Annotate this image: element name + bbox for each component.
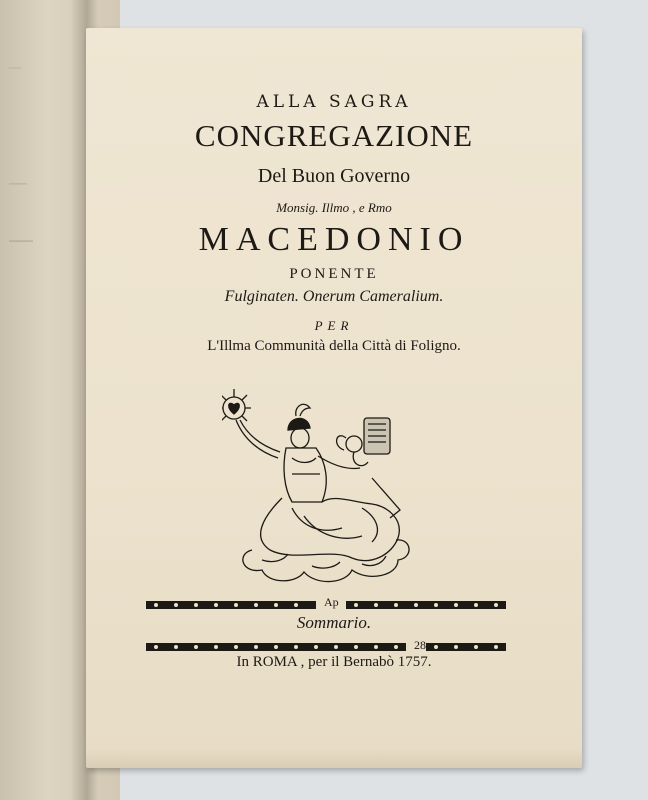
macedonio-name: MACEDONIO xyxy=(198,221,470,258)
woodcut-illustration xyxy=(222,378,432,588)
page-shadow xyxy=(86,748,582,768)
title-page xyxy=(86,28,582,768)
per-line: PER xyxy=(314,318,354,333)
community-line: L'Illma Communità della Città di Foligno. xyxy=(207,338,461,354)
case-title: Fulginaten. Onerum Cameralium. xyxy=(224,288,444,305)
ornament-rule-2 xyxy=(146,640,506,654)
flaming-heart-icon xyxy=(222,389,251,421)
sommario-heading: Sommario. xyxy=(296,613,372,632)
ghost-text: — xyxy=(8,60,22,76)
buon-governo-line: Del Buon Governo xyxy=(257,165,411,187)
congregation-title: CONGREGAZIONE xyxy=(194,118,474,153)
imprint-line: In ROMA , per il Bernabò 1757. xyxy=(236,654,432,670)
signature-mark-ap: Ap xyxy=(324,595,339,609)
dedication-line: ALLA SAGRA xyxy=(256,92,412,112)
ghost-text: — xyxy=(8,170,28,194)
signature-mark-28: 28 xyxy=(414,638,426,652)
ponente-line: PONENTE xyxy=(289,266,379,282)
ghost-text: — xyxy=(8,225,34,255)
monsignor-line: Monsig. Illmo , e Rmo xyxy=(276,200,392,215)
title-page-content xyxy=(86,28,582,768)
